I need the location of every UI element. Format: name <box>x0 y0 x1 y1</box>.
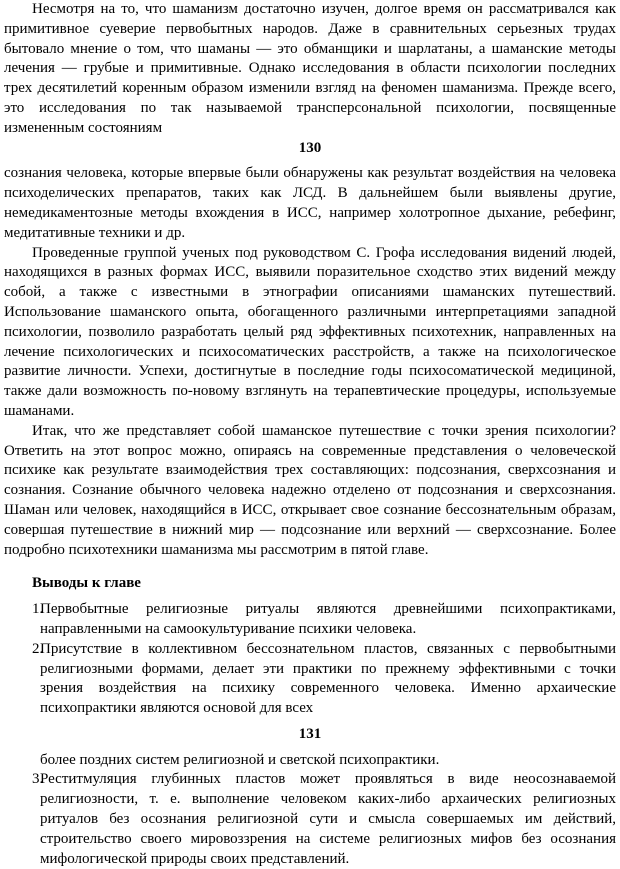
conclusions-list <box>4 600 616 719</box>
list-item-text: Первобытные религиозные ритуалы являются древнейшими психопрактиками, направленными на самоокультуривание психики человека. <box>40 601 616 637</box>
list-item-text: Реститмуляция глубинных пластов может проявляться в виде неосознаваемой религиозности, т. е. выполнение человеком каких-либо архаических религиозных ритуалов без осознания религиозной сути и смысла совершаемых им действий, строительство своего мировоззрения на системе религиозных мифов без осознания мифологической природы своих представлений. <box>40 771 616 867</box>
list-item-text: Присутствие в коллективном бессознательном пластов, связанных с первобытными религиозными формами, делает эти практики по прежнему эффективными с точки зрения воздействия на психику современного человека. Именно архаические психопрактики являются основой для всех <box>40 640 616 717</box>
list-item-continuation: более поздних систем религиозной и светской психопрактики. <box>40 751 440 768</box>
paragraph-shamanic-journey: Итак, что же представляет собой шаманское путешествие с точки зрения психологии? Ответить на этот вопрос можно, опираясь на современные представления о человеческой психике как результате взаимодействия трех составляющих: подсознания, сверхсознания и сознания. Сознание обычного человека надежно отделено от подсознания и сверхсознания. Шаман или человек, находящийся в ИСС, открывает свое сознание бессознательным образам, совершая путешествие в нижний мир — подсознание или верхний — сверхсознание. Более подробно психотехники шаманизма мы рассмотрим в пятой главе. <box>4 422 616 558</box>
list-item-number: 1. <box>32 601 44 618</box>
list-item <box>4 640 616 719</box>
page-number-131: 131 <box>298 725 322 742</box>
list-item-number: 2. <box>32 640 44 657</box>
list-item <box>4 770 616 869</box>
paragraph-intro: Несмотря на то, что шаманизм достаточно изучен, долгое время он рассматривался как примитивное суеверие первобытных народов. Даже в сравнительных серьезных трудах бытовало мнение о том, что шаманы — это обманщики и шарлатаны, а шаманские методы лечения — грубые и примитивные. Однако исследования в области психологии последних трех десятилетий коренным образом изменили взгляд на феномен шаманизма. Прежде всего, это исследования по так называемой трансперсональной психологии, посвященные измененным состояниям <box>4 1 616 136</box>
page-number-130: 130 <box>298 139 322 156</box>
list-item-number: 3. <box>32 771 44 788</box>
conclusions-list-continued <box>4 770 616 869</box>
section-heading: Выводы к главе <box>32 575 141 592</box>
list-item <box>4 600 616 640</box>
paragraph-continuation: сознания человека, которые впервые были обнаружены как результат воздействия на человека психоделических препаратов, таких как ЛСД. В дальнейшем были выявлены другие, немедикаментозные методы вхождения в ИСС, например холотропное дыхание, ребефинг, медитативные техники и др. <box>4 165 616 241</box>
paragraph-grof-research: Проведенные группой ученых под руководством С. Грофа исследования видений людей, находящихся в разных формах ИСС, выявили поразительное сходство этих видений между собой, а также с известными в этнографии описаниями шаманских путешествий. Использование шаманского опыта, обогащенного различными интерпретациями западной психологии, позволило разработать целый ряд эффективных психотехник, направленных на лечение психологических и психосоматических расстройств, а также на психологическое развитие личности. Успехи, достигнутые в последние годы психосоматической медициной, также дали возможность по-новому взглянуть на терапевтические процедуры, используемые шаманами. <box>4 244 616 419</box>
